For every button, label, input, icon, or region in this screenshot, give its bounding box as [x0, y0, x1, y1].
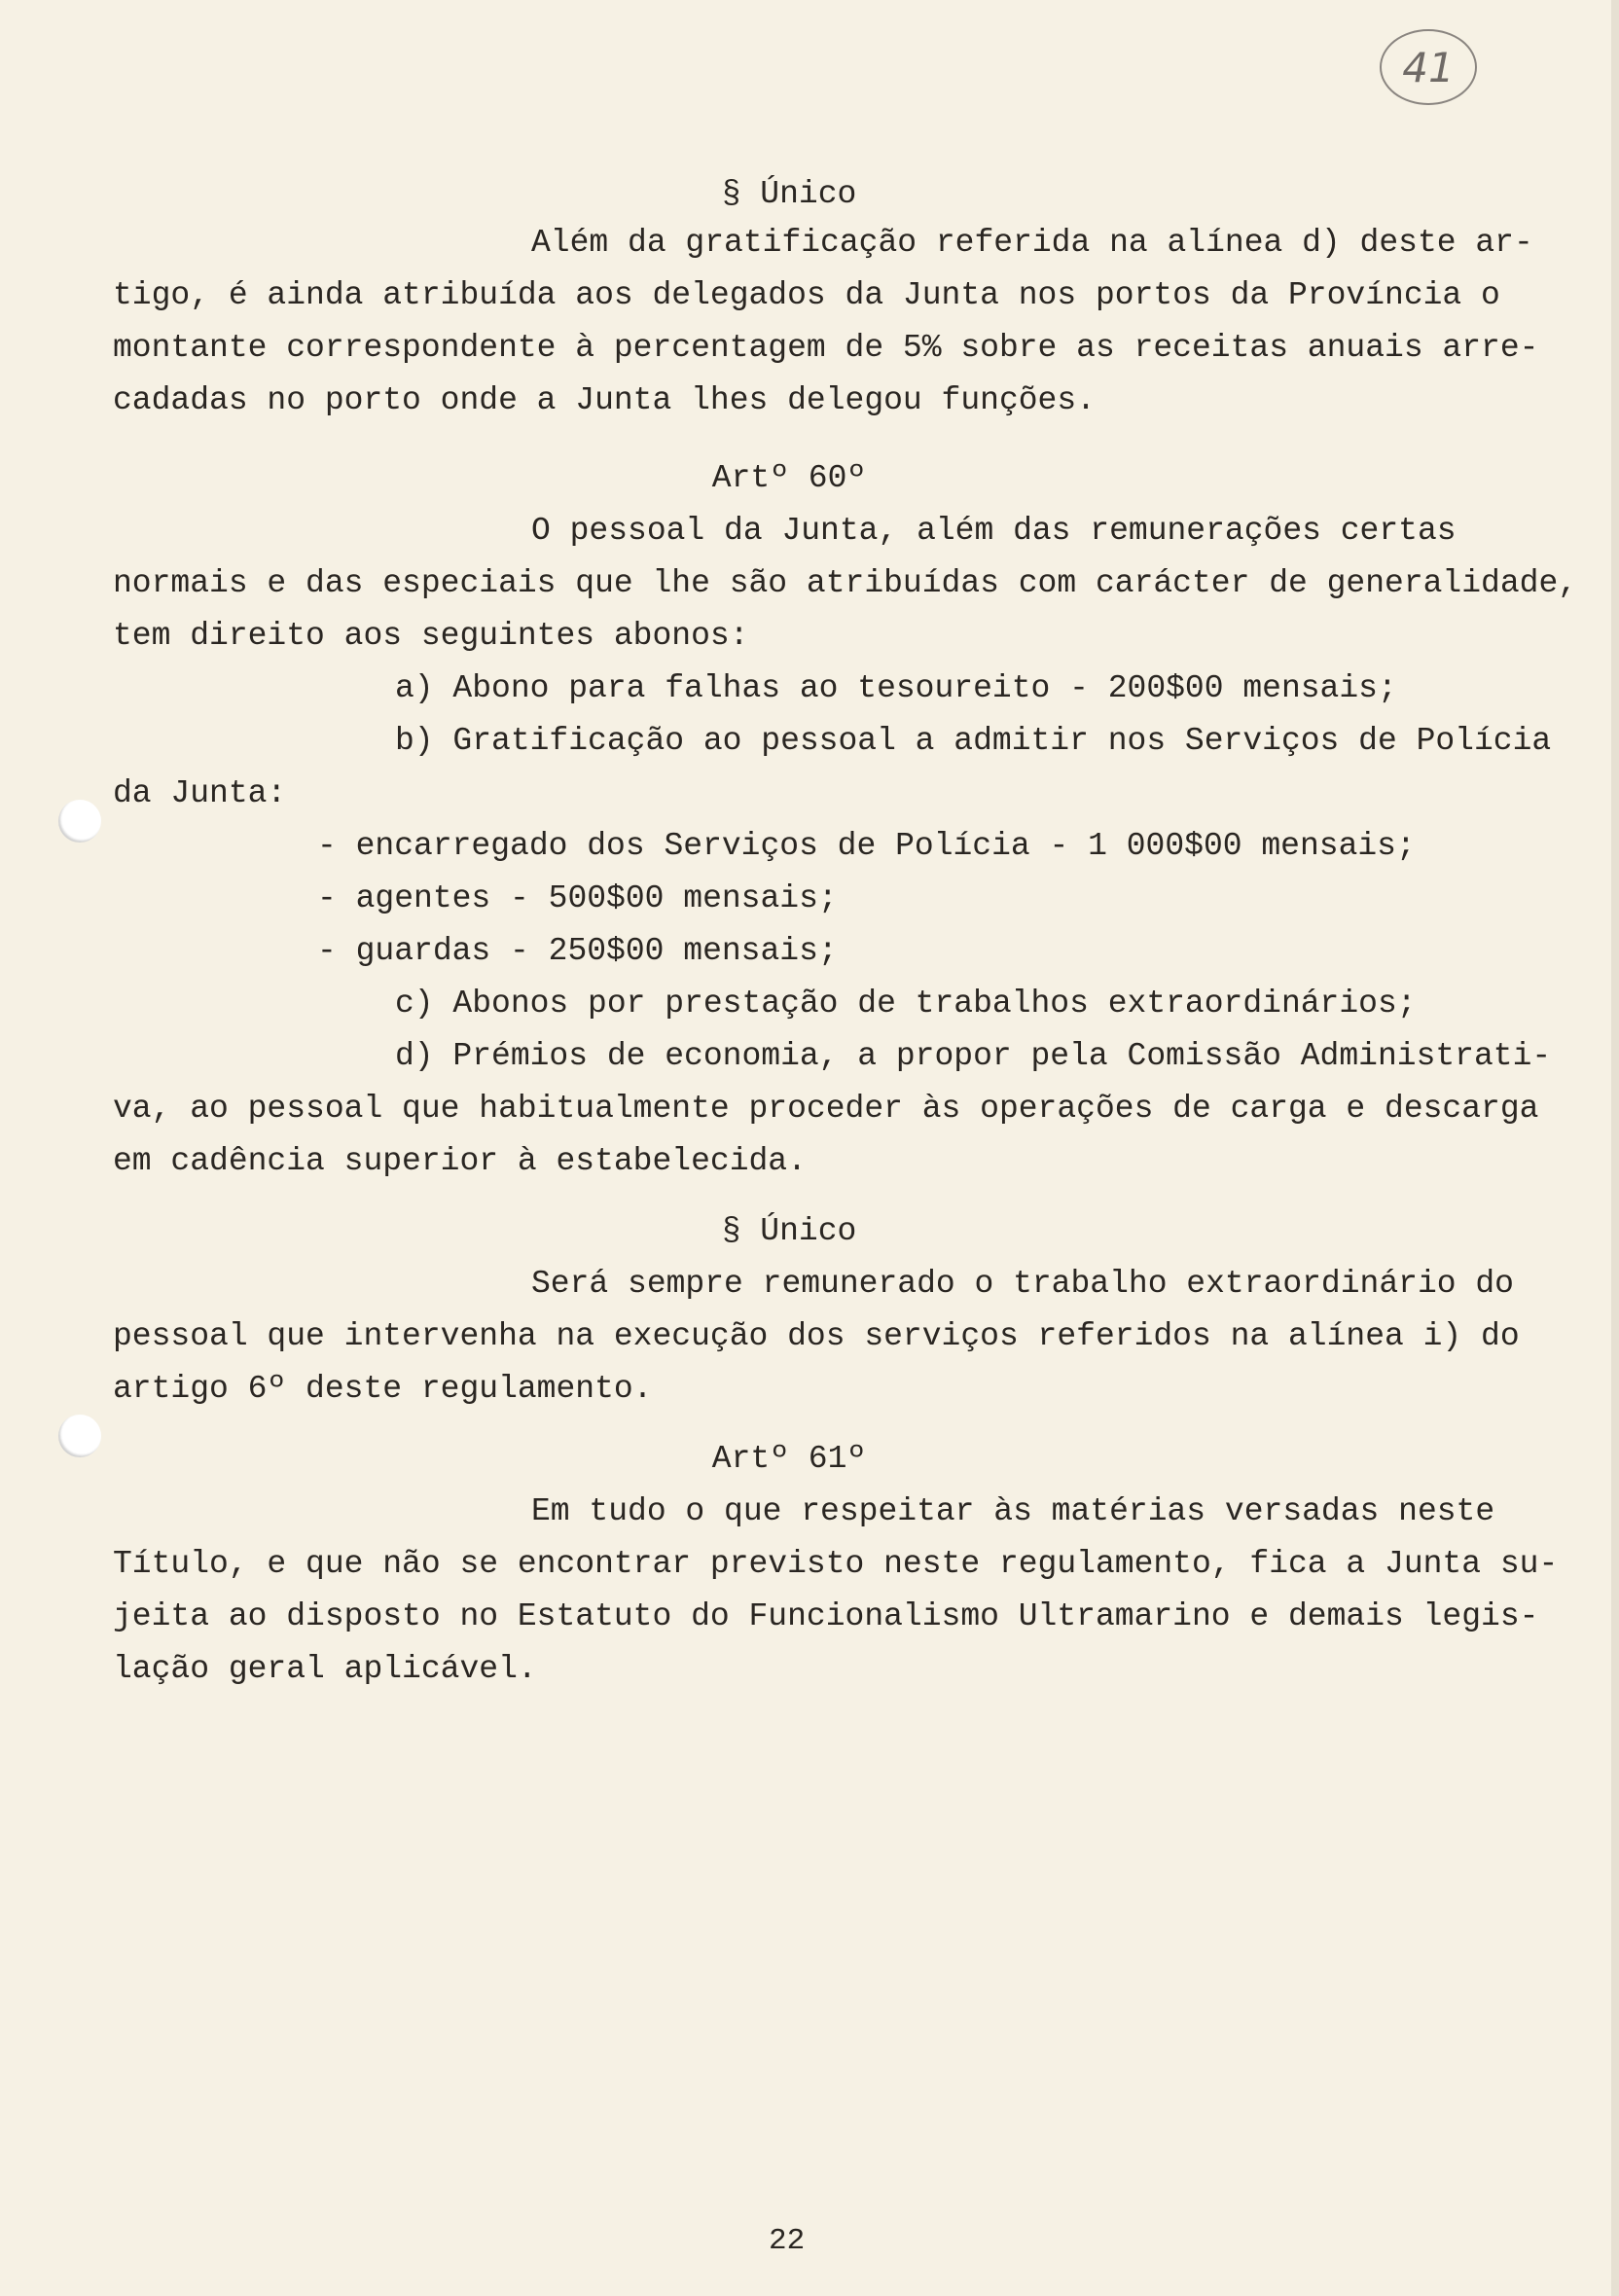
text-line: lação geral aplicável. — [113, 1651, 537, 1687]
text-line: artigo 6º deste regulamento. — [113, 1371, 653, 1407]
text-line: cadadas no porto onde a Junta lhes delegou funções. — [113, 382, 1096, 418]
sub-item: - agentes - 500$00 mensais; — [317, 880, 838, 916]
text-line: montante correspondente à percentagem de 5% sobre as receitas anuais arre- — [113, 330, 1539, 366]
sub-item: - encarregado dos Serviços de Polícia - 1 000$00 mensais; — [317, 828, 1416, 864]
punch-hole-top — [58, 800, 101, 843]
folio-number: 41 — [1402, 43, 1455, 91]
list-item-c: c) Abonos por prestação de trabalhos extraordinários; — [395, 986, 1417, 1022]
list-item-d: d) Prémios de economia, a propor pela Comissão Administrati- — [395, 1038, 1552, 1074]
text-line: va, ao pessoal que habitualmente proceder às operações de carga e descarga — [113, 1091, 1539, 1127]
sub-item: - guardas - 250$00 mensais; — [317, 933, 838, 969]
text-line: da Junta: — [113, 775, 287, 811]
text-line: jeita ao disposto no Estatuto do Funcionalismo Ultramarino e demais legis- — [113, 1598, 1539, 1634]
text-line: pessoal que intervenha na execução dos serviços referidos na alínea i) do — [113, 1318, 1520, 1354]
paper-edge — [1611, 0, 1619, 2296]
text-line: normais e das especiais que lhe são atribuídas com carácter de generalidade, — [113, 565, 1578, 601]
list-item-b: b) Gratificação ao pessoal a admitir nos Serviços de Polícia — [395, 723, 1552, 759]
article-heading-60: Artº 60º — [711, 460, 867, 496]
punch-hole-bottom — [58, 1415, 101, 1457]
text-line: Título, e que não se encontrar previsto neste regulamento, fica a Junta su- — [113, 1546, 1559, 1582]
text-line: Além da gratificação referida na alínea d) deste ar- — [531, 225, 1533, 261]
text-line: tigo, é ainda atribuída aos delegados da Junta nos portos da Província o — [113, 277, 1500, 313]
text-line: Será sempre remunerado o trabalho extraordinário do — [531, 1266, 1514, 1302]
section-heading-unico-2: § Único — [721, 1213, 857, 1249]
text-line: tem direito aos seguintes abonos: — [113, 618, 749, 654]
section-heading-unico-1: § Único — [721, 176, 857, 212]
list-item-a: a) Abono para falhas ao tesoureito - 200$00 mensais; — [395, 670, 1397, 706]
text-line: O pessoal da Junta, além das remunerações certas — [531, 513, 1457, 549]
article-heading-61: Artº 61º — [711, 1441, 867, 1477]
text-line: Em tudo o que respeitar às matérias versadas neste — [531, 1493, 1495, 1529]
folio-stamp — [1380, 29, 1477, 105]
text-line: em cadência superior à estabelecida. — [113, 1143, 807, 1179]
page-number: 22 — [769, 2224, 806, 2258]
